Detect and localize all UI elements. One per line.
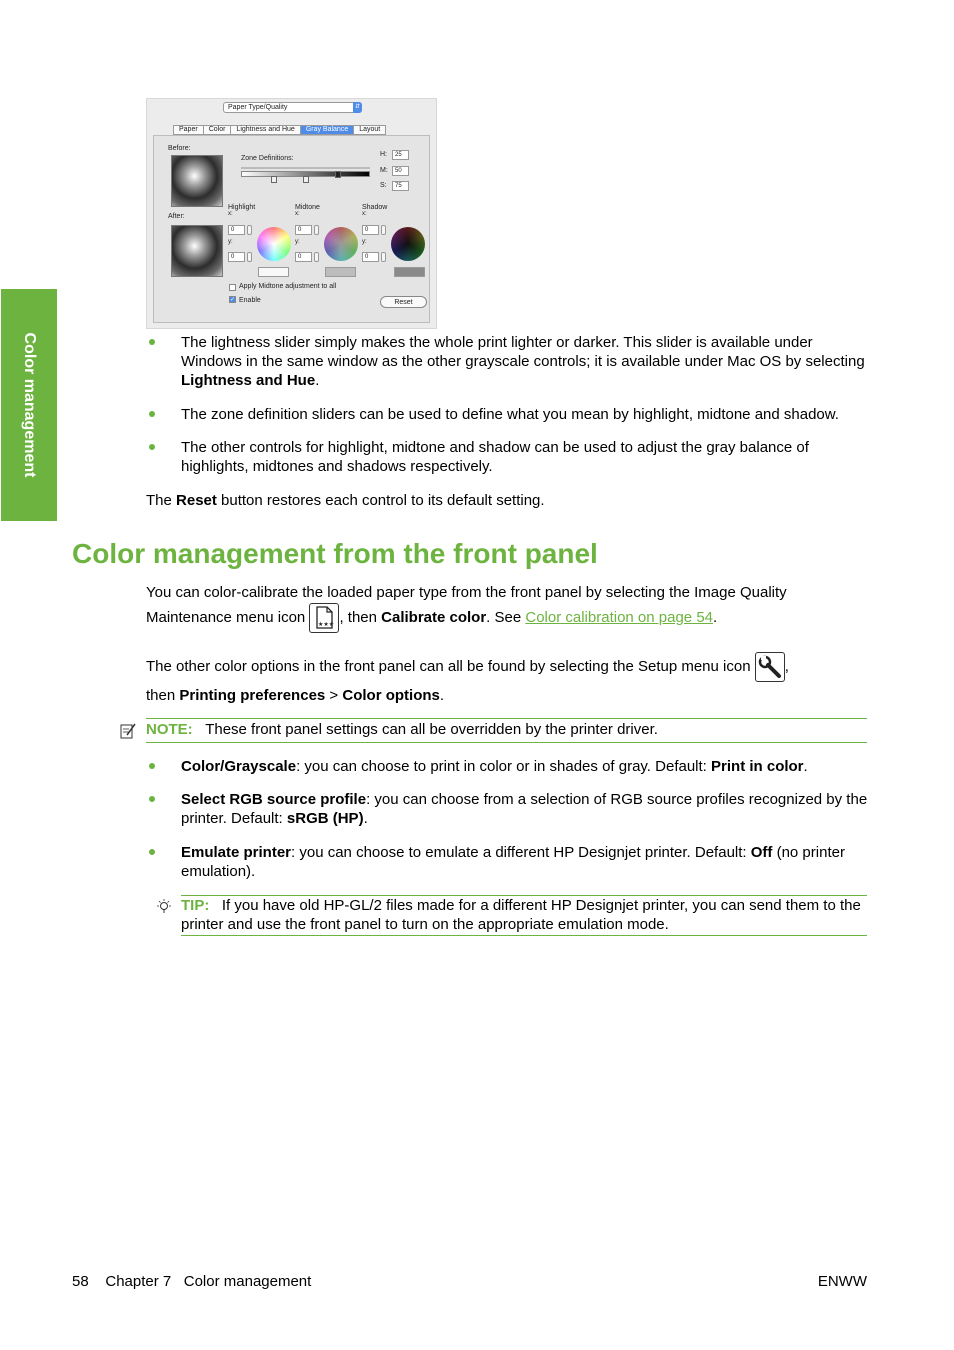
tip-text: TIP: If you have old HP-GL/2 files made for a different HP Designjet printer, you can send them to the printer and use the front panel to turn on the appropriate emulation mode.: [181, 897, 861, 933]
setup-paragraph-line2: then Printing preferences > Color options.: [146, 687, 445, 704]
note-top-rule: [146, 718, 867, 719]
setup-wrench-icon: [755, 652, 785, 682]
tip-label: TIP:: [181, 897, 210, 914]
midtone-y-label: y:: [295, 239, 300, 245]
enable-checkbox[interactable]: ✓: [230, 297, 236, 303]
shadow-x-field[interactable]: 0: [362, 225, 379, 235]
dialog-tabs: [173, 125, 385, 135]
side-tab-label: Color management: [21, 332, 38, 478]
bullet-dot: [149, 763, 155, 769]
svg-text:★★★: ★★★: [318, 621, 335, 629]
note-label: NOTE:: [146, 721, 193, 738]
apply-midtone-checkbox[interactable]: [229, 284, 236, 291]
before-label: Before:: [168, 145, 191, 152]
footer-left: [72, 1272, 311, 1291]
note-text: NOTE: These front panel settings can all be overridden by the printer driver.: [146, 721, 658, 738]
enable-label: Enable: [239, 297, 261, 304]
calibrate-paragraph-line2: Maintenance menu icon ★★★ , then Calibrate color. See Color calibration on page 54.: [146, 602, 868, 634]
bullet-emulate-printer: Emulate printer: you can choose to emulate a different HP Designjet printer. Default: Off (no printer emulation).: [181, 844, 845, 880]
bullet-dot: [149, 444, 155, 450]
bullet-lightness-slider: The lightness slider simply makes the whole print lighter or darker. This slider is available under Windows in the same window as the other grayscale controls; it is available under Mac OS by selecting Lightness and Hue.: [181, 334, 865, 389]
reset-paragraph: The Reset button restores each control to its default setting.: [146, 492, 545, 509]
calibrate-paragraph-line1: You can color-calibrate the loaded paper type from the front panel by selecting the Image Quality: [146, 584, 787, 601]
bullet-dot: [149, 411, 155, 417]
s-label: S:: [380, 182, 387, 189]
highlight-x-label: x:: [228, 211, 233, 217]
shadow-color-wheel[interactable]: [391, 227, 425, 261]
note-bottom-rule: [146, 742, 867, 743]
section-heading: Color management from the front panel: [72, 538, 598, 569]
shadow-zone-handle[interactable]: [335, 171, 341, 178]
h-field[interactable]: 25: [392, 150, 409, 160]
tab-color[interactable]: Color: [203, 125, 232, 135]
s-field[interactable]: 75: [392, 181, 409, 191]
midtone-color-wheel[interactable]: [324, 227, 358, 261]
shadow-x-stepper[interactable]: [381, 225, 386, 235]
apply-midtone-label: Apply Midtone adjustment to all: [239, 283, 337, 290]
after-label: After:: [168, 213, 185, 220]
midtone-x-field[interactable]: 0: [295, 225, 312, 235]
highlight-swatch: [258, 267, 289, 277]
setup-paragraph-line1: The other color options in the front panel can all be found by selecting the Setup menu icon ,: [146, 651, 868, 683]
tab-lightness-and-hue[interactable]: Lightness and Hue: [230, 125, 300, 135]
shadow-x-label: x:: [362, 211, 367, 217]
highlight-y-field[interactable]: 0: [228, 252, 245, 262]
highlight-title: Highlight: [228, 204, 256, 211]
highlight-y-stepper[interactable]: [247, 252, 252, 262]
highlight-zone-handle[interactable]: [271, 176, 277, 183]
shadow-swatch: [394, 267, 425, 277]
tab-layout[interactable]: Layout: [353, 125, 386, 135]
midtone-y-stepper[interactable]: [314, 252, 319, 262]
tab-gray-balance[interactable]: Gray Balance: [300, 125, 354, 135]
footer-section: Color management: [183, 1273, 312, 1290]
after-preview-image: [171, 225, 223, 277]
color-calibration-link[interactable]: Color calibration on page 54: [525, 609, 713, 626]
image-quality-maintenance-icon: [309, 603, 339, 633]
shadow-y-field[interactable]: 0: [362, 252, 379, 262]
shadow-y-label: y:: [362, 239, 367, 245]
highlight-x-field[interactable]: 0: [228, 225, 245, 235]
bullet-dot: [149, 339, 155, 345]
highlight-color-wheel[interactable]: [257, 227, 291, 261]
tip-bottom-rule: [181, 935, 867, 936]
midtone-x-label: x:: [295, 211, 300, 217]
shadow-y-stepper[interactable]: [381, 252, 386, 262]
highlight-x-stepper[interactable]: [247, 225, 252, 235]
midtone-x-stepper[interactable]: [314, 225, 319, 235]
zone-definitions-label: Zone Definitions:: [241, 155, 294, 162]
tab-paper[interactable]: Paper: [173, 125, 204, 135]
midtone-y-field[interactable]: 0: [295, 252, 312, 262]
reset-button[interactable]: Reset: [380, 296, 427, 308]
note-pencil-icon: [119, 722, 137, 744]
tip-lightbulb-icon: [155, 898, 173, 920]
m-label: M:: [380, 167, 388, 174]
midtone-zone-handle[interactable]: [303, 176, 309, 183]
gray-balance-dialog-screenshot: [146, 98, 437, 329]
before-preview-image: [171, 155, 223, 207]
midtone-title: Midtone: [295, 204, 320, 211]
popup-value: Paper Type/Quality: [228, 104, 288, 111]
midtone-swatch: [325, 267, 356, 277]
footer-right: ENWW: [817, 1273, 867, 1290]
bullet-color-grayscale: Color/Grayscale: you can choose to print in color or in shades of gray. Default: Print in color.: [181, 758, 808, 775]
zone-track-top: [241, 167, 370, 169]
popup-arrows-icon: ⇵: [353, 102, 362, 113]
highlight-y-label: y:: [228, 239, 233, 245]
shadow-title: Shadow: [362, 204, 388, 211]
paper-type-popup[interactable]: [223, 102, 362, 113]
bullet-rgb-source-profile: Select RGB source profile: you can choose from a selection of RGB source profiles recognized by the printer. Default: sRGB (HP).: [181, 791, 868, 827]
h-label: H:: [380, 151, 387, 158]
bullet-zone-definition: The zone definition sliders can be used to define what you mean by highlight, midtone and shadow.: [181, 406, 839, 423]
chapter-side-tab: [1, 289, 57, 521]
bullet-dot: [149, 849, 155, 855]
bullet-other-controls: The other controls for highlight, midtone and shadow can be used to adjust the gray balance of highlights, midtones and shadows respectively.: [181, 439, 809, 475]
page-number: 58: [72, 1273, 89, 1290]
bullet-dot: [149, 796, 155, 802]
m-field[interactable]: 50: [392, 166, 409, 176]
footer-chapter: Chapter 7: [105, 1273, 172, 1290]
